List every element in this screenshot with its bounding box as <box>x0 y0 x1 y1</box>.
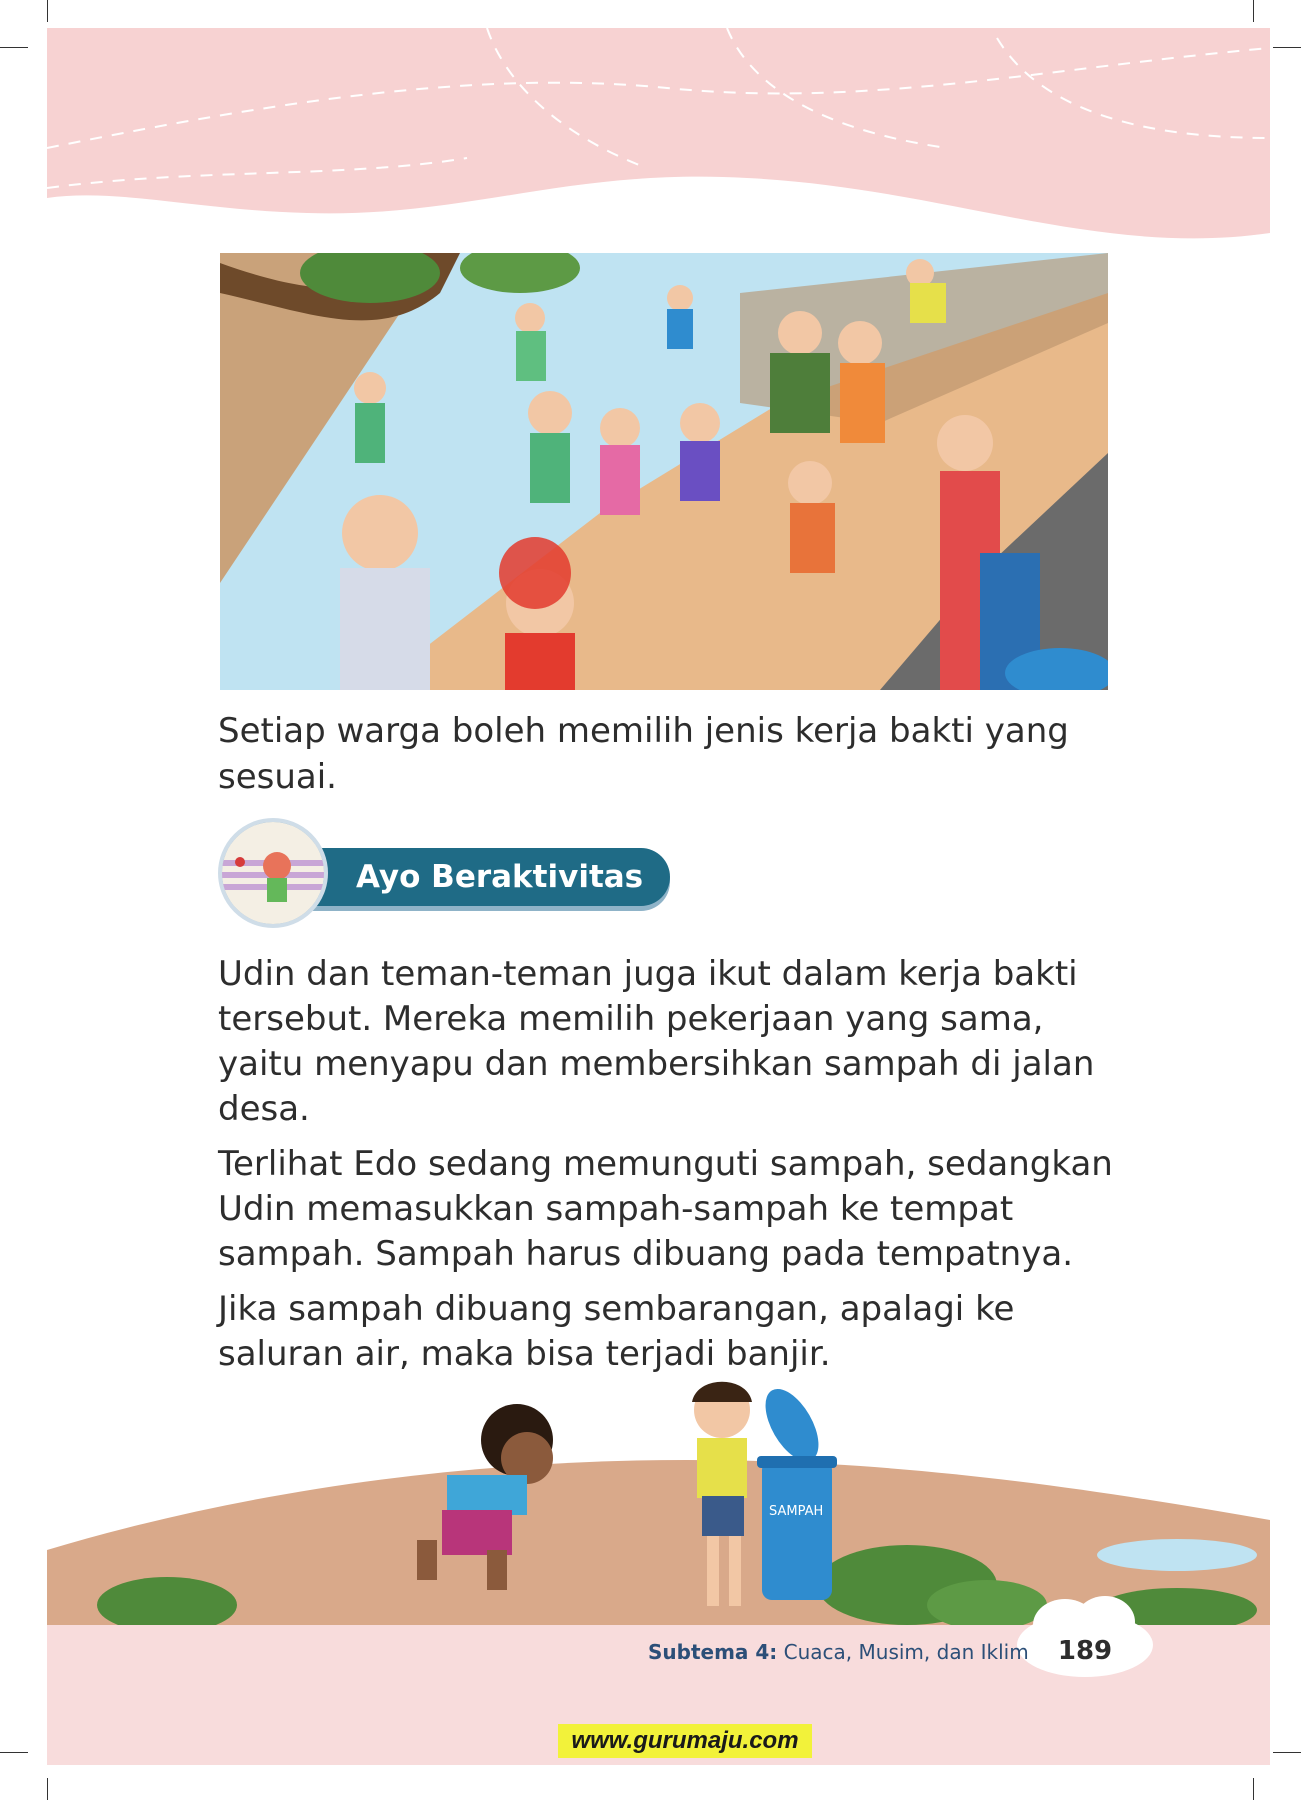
body-text <box>218 952 1118 1387</box>
crop-mark <box>1273 47 1301 48</box>
activity-title: Ayo Beraktivitas <box>356 859 644 895</box>
crop-mark <box>0 47 28 48</box>
crop-mark <box>0 1752 28 1753</box>
subtema-label: Subtema 4: <box>648 1640 778 1664</box>
crop-mark <box>47 1778 48 1800</box>
illustration-caption: Setiap warga boleh memilih jenis kerja bakti yang sesuai. <box>218 711 1069 797</box>
page-number: 189 <box>1057 1636 1113 1666</box>
crop-mark <box>1273 1752 1301 1753</box>
children-cleaning-illustration <box>47 1380 1270 1625</box>
header-wave-decoration <box>47 28 1270 240</box>
footer-subtema <box>648 1640 1029 1664</box>
paragraph: Terlihat Edo sedang memunguti sampah, sedangkan Udin memasukkan sampah-sampah ke tempat sampah. Sampah harus dibuang pada tempatnya. <box>218 1144 1113 1274</box>
subtema-title: Cuaca, Musim, dan Iklim <box>783 1640 1029 1664</box>
paragraph: Jika sampah dibuang sembarangan, apalagi ke saluran air, maka bisa terjadi banjir. <box>218 1289 1015 1374</box>
crop-mark <box>47 0 48 22</box>
watermark-link[interactable]: www.gurumaju.com <box>558 1724 812 1758</box>
bin-label: SAMPAH <box>769 1504 824 1519</box>
paragraph: Udin dan teman-teman juga ikut dalam kerja bakti tersebut. Mereka memilih pekerjaan yang sama, yaitu menyapu dan membersihkan sampah di jalan desa. <box>218 954 1095 1129</box>
activity-header <box>218 818 678 928</box>
activity-icon <box>218 818 328 928</box>
community-cleanup-illustration <box>220 253 1108 690</box>
crop-mark <box>1253 1778 1254 1800</box>
crop-mark <box>1253 0 1254 22</box>
